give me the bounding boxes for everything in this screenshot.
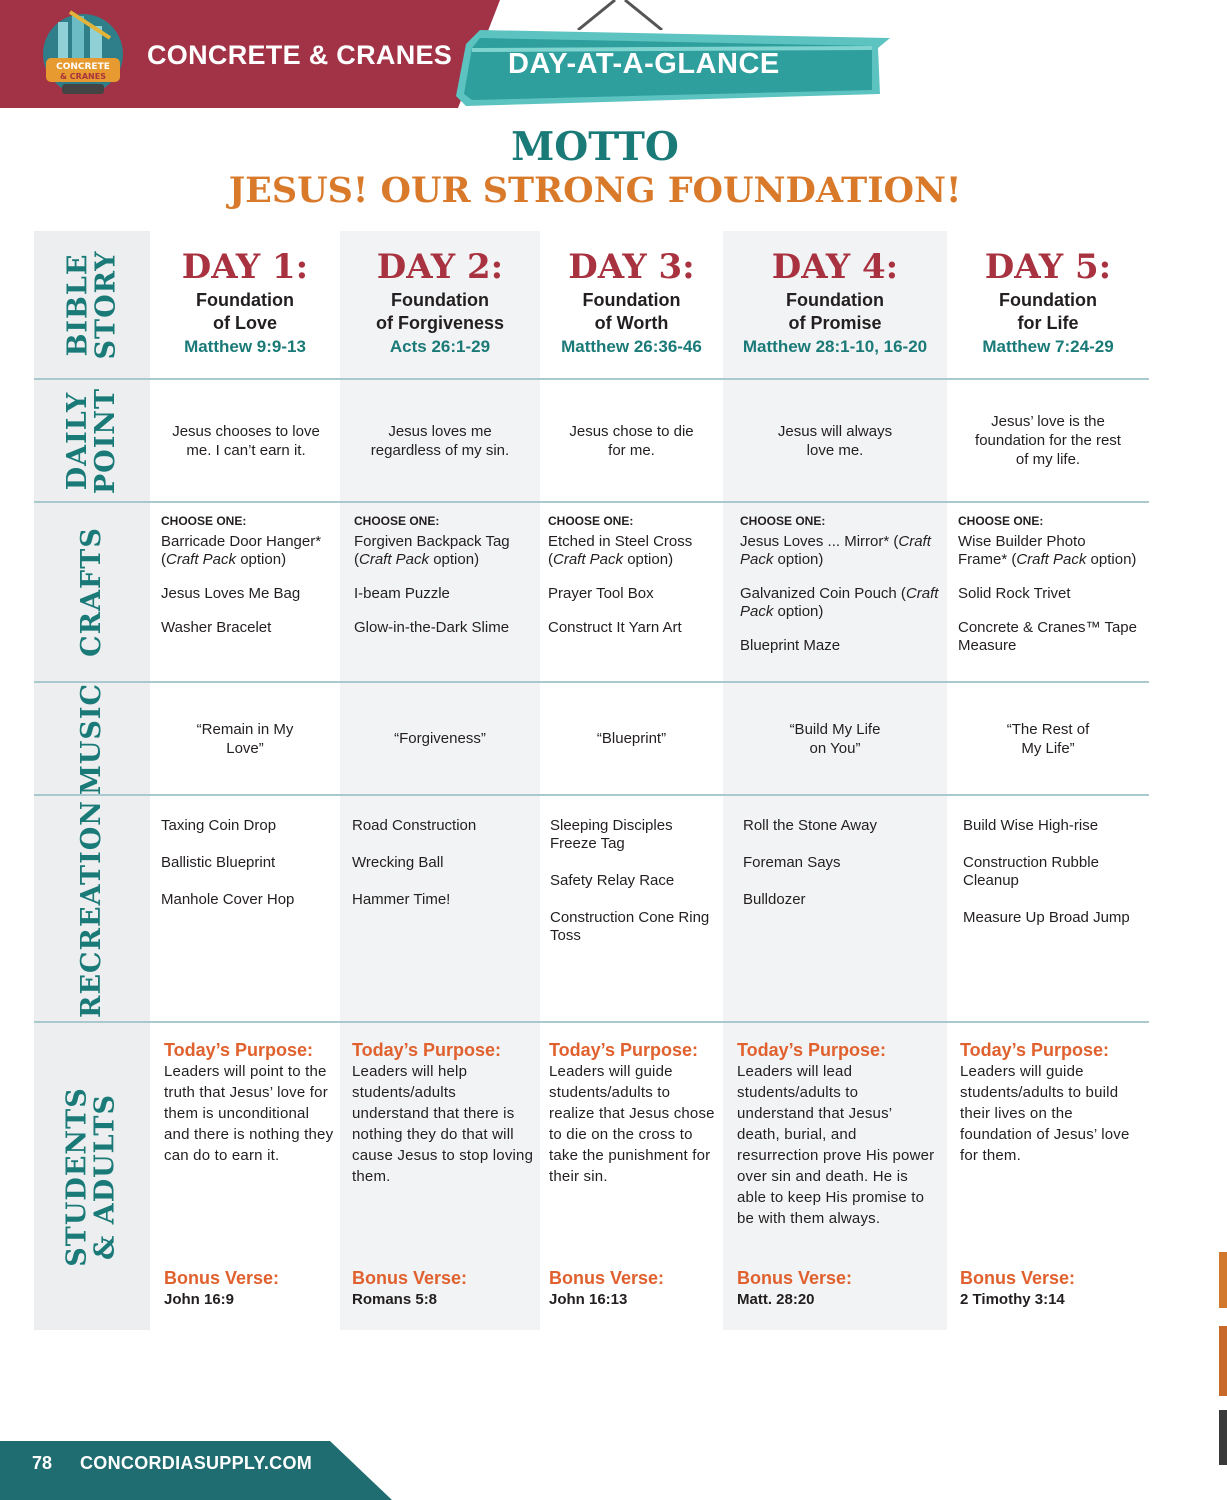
section-title: DAY-AT-A-GLANCE [508,48,780,80]
day4-purpose [737,1039,939,1229]
day4-bible-story: DAY 4: Foundation of Promise Matthew 28:1-10, 16-20 [742,247,928,356]
day-title: DAY 1: [181,247,309,287]
purpose-text: Leaders will point to the truth that Jesus’ love for them is unconditional and there is nothing they can do to earn it. [164,1063,334,1164]
row-divider [34,794,1149,796]
purpose-heading: Today’s Purpose: [960,1040,1110,1060]
scripture-reference: Matthew 26:36-46 [561,337,702,356]
scripture-reference: Matthew 28:1-10, 16-20 [742,337,928,356]
day2-purpose [352,1039,534,1187]
day3-daily-point: Jesus chose to die for me. [569,422,694,459]
craft-item: Construct It Yarn Art [548,619,682,636]
day2-crafts: CHOOSE ONE: Forgiven Backpack Tag (Craft Pack option) I-beam Puzzle Glow-in-the-Dark Slime [354,514,536,653]
motto-text: JESUS! OUR STRONG FOUNDATION! [228,170,962,211]
recreation-item: Road Construction [352,817,477,834]
purpose-text: Leaders will guide students/adults to realize that Jesus chose to die on the cross to take the punishment for their sin. [549,1063,715,1185]
svg-text:& CRANES: & CRANES [60,72,106,81]
craft-item: Barricade Door Hanger* (Craft Pack option) [161,533,322,568]
day5-bonus-verse: Bonus Verse: 2 Timothy 3:14 [960,1268,1076,1308]
day3-purpose [549,1039,719,1187]
recreation-item: Taxing Coin Drop [161,817,277,834]
recreation-item: Wrecking Ball [352,854,444,871]
day2-recreation [352,817,534,928]
craft-item: Blueprint Maze [740,637,841,654]
scripture-reference: Matthew 7:24-29 [982,337,1114,356]
day5-purpose [960,1039,1144,1166]
recreation-item: Measure Up Broad Jump [963,909,1130,926]
purpose-heading: Today’s Purpose: [352,1040,502,1060]
recreation-item: Manhole Cover Hop [161,891,295,908]
purpose-text: Leaders will help students/adults understand that there is nothing they do that will cause Jesus to stop loving them. [352,1063,534,1185]
recreation-item: Hammer Time! [352,891,451,908]
day3-crafts: CHOOSE ONE: Etched in Steel Cross (Craft Pack option) Prayer Tool Box Construct It Yarn Art [548,514,720,653]
craft-item: Galvanized Coin Pouch (Craft Pack option) [740,585,939,620]
day2-bonus-verse: Bonus Verse: Romans 5:8 [352,1268,468,1308]
day5-bible-story: DAY 5: Foundation for Life Matthew 7:24-29 [982,247,1114,356]
recreation-item: Foreman Says [743,854,841,871]
day4-bonus-verse: Bonus Verse: Matt. 28:20 [737,1268,853,1308]
row-divider [34,501,1149,503]
day1-recreation [161,817,337,928]
recreation-item: Build Wise High-rise [963,817,1099,834]
day4-daily-point: Jesus will always love me. [777,422,893,459]
craft-item: Prayer Tool Box [548,585,654,602]
day-title: DAY 4: [771,247,899,287]
craft-item: Etched in Steel Cross (Craft Pack option) [548,533,693,568]
day3-bonus-verse: Bonus Verse: John 16:13 [549,1268,665,1308]
day1-music: “Remain in My Love” [196,720,294,757]
recreation-item: Construction Cone Ring Toss [550,909,710,944]
scripture-reference: Acts 26:1-29 [389,337,491,356]
day2-music: “Forgiveness” [394,730,486,747]
craft-item: Forgiven Backpack Tag (Craft Pack option) [354,533,510,568]
footer-website: CONCORDIASUPPLY.COM [80,1453,313,1473]
page-edge-tab [1219,1410,1227,1465]
schedule-grid [34,231,1149,1330]
page-number: 78 [32,1453,53,1473]
concrete-cranes-logo [40,8,126,100]
row-label-students-adults: STUDENTS & ADULTS [62,1086,121,1267]
row-label-recreation: RECREATION [76,799,108,1018]
row-label-music: MUSIC [76,682,107,795]
page-edge-tab [1219,1252,1227,1308]
motto-label: MOTTO [511,124,679,170]
purpose-text: Leaders will guide students/adults to build their lives on the foundation of Jesus’ love for them. [960,1063,1130,1164]
row-label-crafts: CRAFTS [76,527,108,657]
row-label-bible-story: BIBLE STORY [62,250,121,359]
day2-daily-point: Jesus loves me regardless of my sin. [370,422,510,459]
recreation-item: Construction Rubble Cleanup [963,854,1099,889]
day4-music: “Build My Life on You” [789,720,881,757]
recreation-item: Sleeping Disciples Freeze Tag [550,817,673,852]
craft-item: I-beam Puzzle [354,585,450,602]
purpose-heading: Today’s Purpose: [737,1040,887,1060]
craft-item: Solid Rock Trivet [958,585,1071,602]
day-title: DAY 3: [568,247,695,287]
recreation-item: Roll the Stone Away [743,817,877,834]
day4-recreation [743,817,939,928]
page-edge-tab [1219,1326,1227,1396]
row-divider [34,1021,1149,1023]
svg-text:CONCRETE: CONCRETE [56,62,110,72]
scripture-reference: Matthew 9:9-13 [184,337,306,356]
purpose-heading: Today’s Purpose: [549,1040,699,1060]
day5-daily-point: Jesus’ love is the foundation for the rest of my life. [975,413,1121,468]
craft-item: Concrete & Cranes™ Tape Measure [958,619,1137,654]
day1-crafts: CHOOSE ONE: Barricade Door Hanger* (Craft Pack option) Jesus Loves Me Bag Washer Bracelet [161,514,337,653]
craft-item: Jesus Loves ... Mirror* (Craft Pack option) [740,533,931,568]
day1-purpose [164,1039,334,1166]
brand-title: CONCRETE & CRANES [147,40,453,70]
craft-item: Jesus Loves Me Bag [161,585,301,602]
day-title: DAY 2: [376,247,504,287]
day5-music: “The Rest of My Life” [1006,720,1090,757]
purpose-text: Leaders will lead students/adults to understand that Jesus’ death, burial, and resurrection prove His power over sin and death. He is able to keep His promise to be with them always. [737,1063,935,1227]
day4-crafts: CHOOSE ONE: Jesus Loves ... Mirror* (Craft Pack option) Galvanized Coin Pouch (Craft Pack option) Blueprint Maze [740,514,939,654]
day2-bible-story: DAY 2: Foundation of Forgiveness Acts 26:1-29 [375,247,505,356]
day1-bible-story: DAY 1: Foundation of Love Matthew 9:9-13 [181,247,309,356]
day3-bible-story: DAY 3: Foundation of Worth Matthew 26:36-46 [561,247,702,356]
day1-daily-point: Jesus chooses to love me. I can’t earn it. [172,422,320,459]
recreation-item: Ballistic Blueprint [161,854,276,871]
day3-recreation [550,817,710,964]
day3-music: “Blueprint” [596,730,667,747]
row-label-daily-point: DAILY POINT [61,387,121,494]
craft-item: Wise Builder Photo Frame* (Craft Pack option) [958,533,1137,568]
recreation-item: Safety Relay Race [550,872,675,889]
craft-item: Washer Bracelet [161,619,272,636]
day5-recreation [963,817,1147,946]
purpose-heading: Today’s Purpose: [164,1040,314,1060]
day1-bonus-verse: Bonus Verse: John 16:9 [164,1268,280,1308]
day5-crafts: CHOOSE ONE: Wise Builder Photo Frame* (Craft Pack option) Solid Rock Trivet Concrete & Cranes™ Tape Measure [958,514,1137,654]
day-title: DAY 5: [984,247,1112,287]
craft-item: Glow-in-the-Dark Slime [354,619,510,636]
recreation-item: Bulldozer [743,891,806,908]
